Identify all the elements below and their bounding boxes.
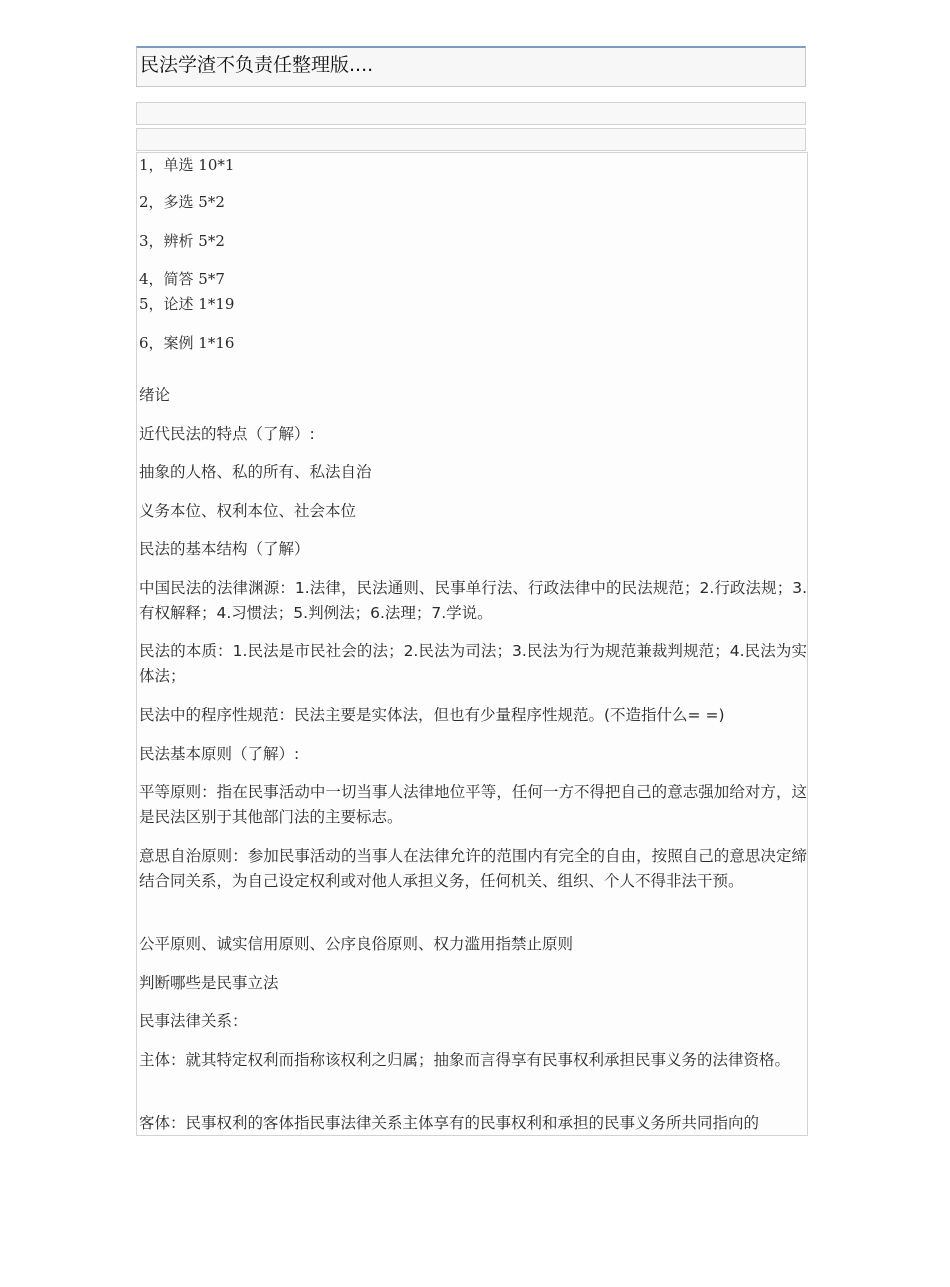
paragraph: 平等原则：指在民事活动中一切当事人法律地位平等，任何一方不得把自己的意志强加给对方，这是民法区别于其他部门法的主要标志。 [139,783,807,826]
paragraph: 判断哪些是民事立法 [139,974,279,992]
paragraph: 民法的本质：1.民法是市民社会的法；2.民法为司法；3.民法为行为规范兼裁判规范；4.民法为实体法； [139,642,807,685]
exam-item: 5，论述 1*19 [139,295,235,313]
paragraph: 义务本位、权利本位、社会本位 [139,502,357,520]
document-title-box [136,46,806,87]
paragraph: 客体：民事权利的客体指民事法律关系主体享有的民事权利和承担的民事义务所共同指向的 [139,1114,760,1132]
section-heading: 绪论 [139,386,171,404]
paragraph: 民事法律关系： [139,1012,248,1030]
exam-item: 3，辨析 5*2 [139,232,225,250]
paragraph: 中国民法的法律渊源：1.法律，民法通则、民事单行法、行政法律中的民法规范；2.行政法规；3.有权解释；4.习惯法；5.判例法；6.法理；7.学说。 [139,579,807,622]
document-title: 民法学渣不负责任整理版.... [140,54,374,76]
paragraph: 意思自治原则：参加民事活动的当事人在法律允许的范围内有完全的自由，按照自己的意思决定缔结合同关系，为自己设定权利或对他人承担义务，任何机关、组织、个人不得非法干预。 [139,847,807,890]
paragraph: 民法的基本结构（了解） [139,540,310,558]
paragraph: 近代民法的特点（了解）: [139,425,315,443]
paragraph: 抽象的人格、私的所有、私法自治 [139,463,372,481]
paragraph: 民法中的程序性规范：民法主要是实体法，但也有少量程序性规范。(不造指什么= =) [139,706,725,724]
empty-section-box [136,128,806,151]
empty-section-box [136,102,806,125]
exam-item: 2，多选 5*2 [139,193,225,211]
paragraph: 公平原则、诚实信用原则、公序良俗原则、权力滥用指禁止原则 [139,935,574,953]
document-content [136,152,808,1136]
exam-item: 6，案例 1*16 [139,334,235,352]
paragraph: 民法基本原则（了解）: [139,745,300,763]
paragraph: 主体：就其特定权利而指称该权利之归属；抽象而言得享有民事权利承担民事义务的法律资格。 [139,1051,791,1069]
exam-item: 1，单选 10*1 [139,156,235,174]
exam-item: 4，简答 5*7 [139,270,225,288]
